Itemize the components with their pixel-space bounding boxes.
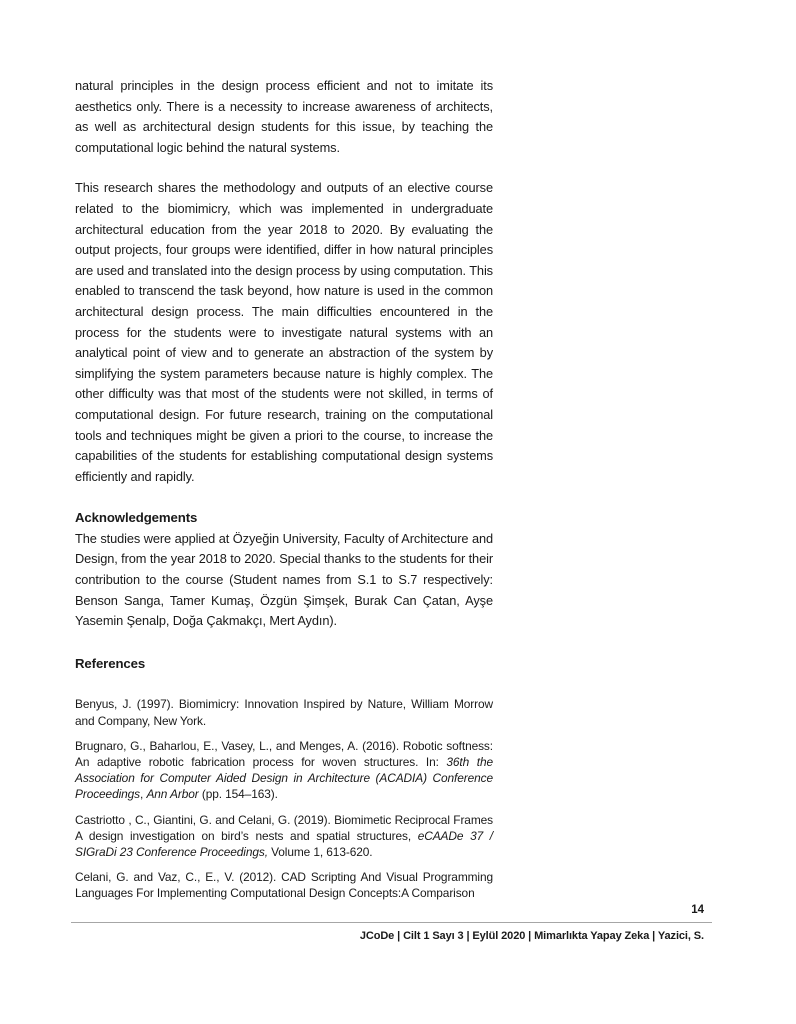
reference-segment: Celani, G. and Vaz, C., E., V. (2012). CAD Scripting And Visual Programming Languages For Implementing Computational Design Concepts:A Comparison xyxy=(75,870,493,901)
reference-entry xyxy=(75,869,493,901)
footer-rule xyxy=(71,922,712,923)
body-paragraph-continued: natural principles in the design process efficient and not to imitate its aesthetics only. There is a necessity to increase awareness of architects, as well as architectural design students for this issue, by teaching the computational logic behind the natural systems. xyxy=(75,78,493,155)
acknowledgements-text: The studies were applied at Özyeğin University, Faculty of Architecture and Design, from the year 2018 to 2020. Special thanks to the students for their contribution to the course (Student names from S.1 to S.7 respectively: Benson Sanga, Tamer Kumaş, Özgün Şimşek, Burak Can Çatan, Ayşe Yasemin Şenalp, Doğa Çakmakçı, Mert Aydın). xyxy=(75,530,493,629)
footer-journal-line: JCoDe | Cilt 1 Sayı 3 | Eylül 2020 | Mimarlıkta Yapay Zeka | Yazici, S. xyxy=(359,930,704,942)
reference-segment: Brugnaro, G., Baharlou, E., Vasey, L., and Menges, A. (2016). Robotic softness: An adaptive robotic fabrication process for woven structures. In: xyxy=(75,738,493,770)
reference-entry xyxy=(75,738,493,803)
reference-segment-italic: Ann Arbor xyxy=(146,787,199,802)
page-footer xyxy=(71,903,712,943)
references-list xyxy=(75,696,493,901)
references-heading: References xyxy=(75,655,146,671)
reference-entry xyxy=(75,812,493,861)
reference-segment: Benyus, J. (1997). Biomimicry: Innovation Inspired by Nature, William Morrow and Company, New York. xyxy=(75,697,493,728)
reference-segment: , xyxy=(140,787,147,802)
acknowledgements-heading: Acknowledgements xyxy=(75,510,198,526)
reference-entry xyxy=(75,696,493,728)
reference-segment: Volume 1, 613-620. xyxy=(267,845,373,860)
page-content xyxy=(75,76,493,911)
body-paragraph-research-summary: This research shares the methodology and outputs of an elective course related to the biomimicry, which was implemented in undergraduate architectural education from the year 2018 to 2020. By evaluating the output projects, four groups were identified, differ in how natural principles are used and translated into the design process by using computation. This enabled to transcend the task beyond, how nature is used in the common architectural design process. The main difficulties encountered in the process for the students were to investigate natural systems with an analytical point of view and to generate an abstraction of the system by simplifying the system parameters because nature is highly complex. The other difficulty was that most of the students were not skilled, in terms of computational design. For future research, training on the computational tools and techniques might be given a priori to the course, to increase the capabilities of the students for establishing computational design systems efficiently and rapidly. xyxy=(75,180,493,484)
reference-segment-italic: eCAADe 37 / SIGraDi 23 Conference Proceedings, xyxy=(75,828,493,860)
reference-segment: Castriotto , C., Giantini, G. and Celani, G. (2019). Biomimetic Reciprocal Frames A design investigation on bird’s nests and spatial structures, xyxy=(75,812,493,843)
reference-segment: (pp. 154–163). xyxy=(198,787,278,802)
reference-segment-italic: 36th the Association for Computer Aided Design in Architecture (ACADIA) Conference Proceedings xyxy=(75,755,493,802)
page-number: 14 xyxy=(691,904,704,916)
